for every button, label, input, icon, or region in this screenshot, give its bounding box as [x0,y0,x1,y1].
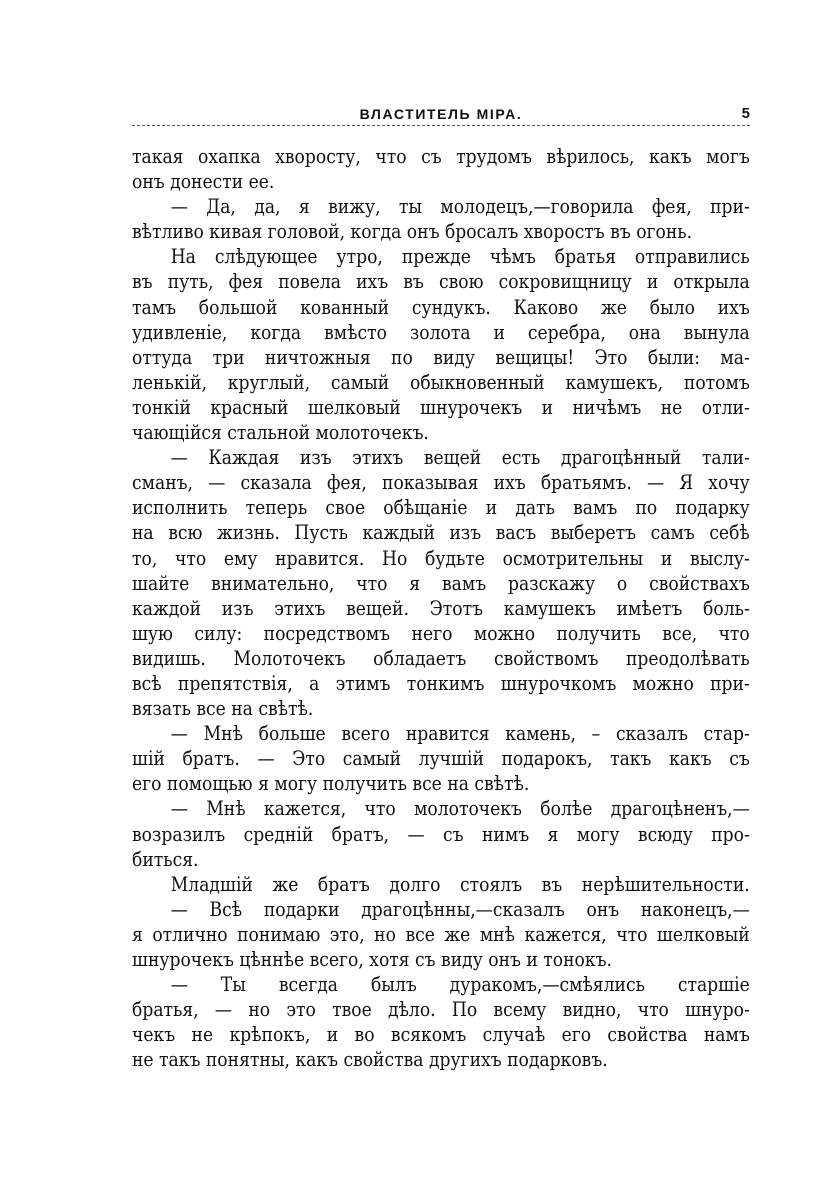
text-line: тонкій красный шелковый шнурочекъ и ничѣмъ не отли- [132,395,750,419]
text-line: ленькій, круглый, самый обыкновенный камушекъ, потомъ [132,370,750,394]
text-line: шую силу: посредствомъ него можно получить все, что [132,621,750,645]
text-line: На слѣдующее утро, прежде чѣмъ братья отправились [170,245,750,269]
text-line: — Мнѣ кажется, что молоточекъ болѣе драгоцѣненъ,— [170,797,750,821]
text-line: возразилъ средній братъ, — съ нимъ я могу всюду про- [132,822,750,846]
text-line: шій братъ. — Это самый лучшій подарокъ, такъ какъ съ [132,747,750,771]
body-text [132,144,750,1072]
text-line: вѣтливо кивая головой, когда онъ бросалъ хворостъ въ огонь. [132,220,693,244]
text-line: такая охапка хворосту, что съ трудомъ вѣрилось, какъ могъ [132,145,750,168]
text-line: не такъ понятны, какъ свойства другихъ подарковъ. [132,1048,608,1072]
text-line: я отлично понимаю это, но все же мнѣ кажется, что шелковый [132,922,750,946]
text-line: шнурочекъ цѣннѣе всего, хотя съ виду онъ и тонокъ. [132,948,612,971]
text-line: вязать все на свѣтѣ. [132,697,314,721]
text-line: всѣ препятствія, а этимъ тонкимъ шнурочкомъ можно при- [132,671,750,695]
running-head [132,104,750,124]
text-line: сманъ, — сказала фея, показывая ихъ братьямъ. — Я хочу [132,471,750,495]
text-line: тамъ большой кованный сундукъ. Каково же было ихъ [132,295,750,319]
text-line: то, что ему нравится. Но будьте осмотрительны и выслу- [132,546,750,570]
text-line: — Всѣ подарки драгоцѣнны,—сказалъ онъ наконецъ,— [170,897,750,921]
header-rule [132,125,750,126]
page-number: 5 [741,105,750,122]
text-line: удивленіе, когда вмѣсто золота и серебра, она вынула [132,320,750,344]
text-line: — Да, да, я вижу, ты молодецъ,—говорила фея, при- [170,195,750,219]
running-title: ВЛАСТИТЕЛЬ МІРА. [359,106,523,122]
text-line: шайте внимательно, что я вамъ разскажу о свойствахъ [132,571,750,595]
text-line: чекъ не крѣпокъ, и во всякомъ случаѣ его свойства намъ [132,1023,750,1047]
text-line: чающійся стальной молоточекъ. [132,421,429,445]
text-line: — Мнѣ больше всего нравится камень, – сказалъ стар- [170,722,750,746]
text-line: на всю жизнь. Пусть каждый изъ васъ выберетъ самъ себѣ [132,521,750,545]
text-line: — Ты всегда былъ дуракомъ,—смѣялись старшіе [170,973,750,997]
text-line: биться. [132,847,199,871]
text-line: — Каждая изъ этихъ вещей есть драгоцѣнный тали- [170,446,750,470]
text-line: его помощью я могу получить все на свѣтѣ. [132,772,530,796]
text-line: въ путь, фея повела ихъ въ свою сокровищницу и открыла [132,270,750,294]
text-line: исполнить теперь свое обѣщаніе и дать вамъ по подарку [132,496,750,520]
text-line: видишь. Молоточекъ обладаетъ свойствомъ преодолѣвать [132,646,750,670]
text-line: онъ донести ее. [132,170,275,194]
text-line: каждой изъ этихъ вещей. Этотъ камушекъ имѣетъ боль- [132,596,750,620]
text-line: братья, — но это твое дѣло. По всему видно, что шнуро- [132,998,750,1022]
text-line: оттуда три ничтожныя по виду вещицы! Это были: ма- [132,345,750,369]
text-line: Младшій же братъ долго стоялъ въ нерѣшительности. [170,872,750,896]
